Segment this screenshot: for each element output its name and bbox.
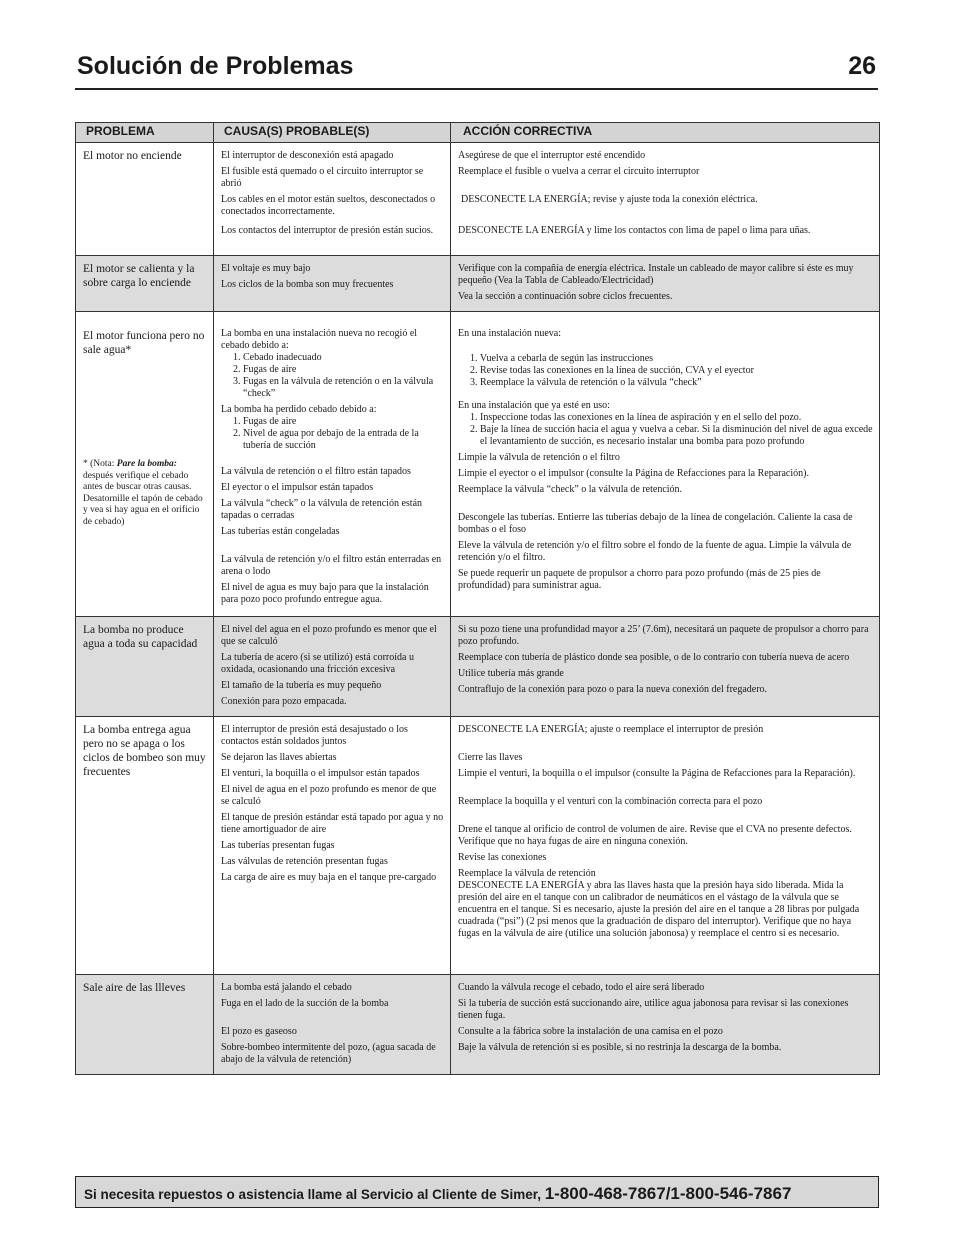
cause-item: Sobre-bombeo intermitente del pozo, (agua sacada de abajo de la válvula de retención) [221,1042,436,1065]
cause-subitem: 1. Cebado inadecuado [233,352,322,363]
cause-intro: La bomba en una instalación nueva no recogió el cebado debido a: [221,328,418,351]
cause-item: Conexión para pozo empacada. [221,696,347,707]
cause-item: Los cables en el motor están sueltos, desconectados o conectados incorrectamente. [221,194,436,217]
cause-subitem: 2. Nivel de agua por debajo de la entrada de la tubería de succión [233,428,419,451]
action-intro: En una instalación que ya esté en uso: [458,400,610,411]
action-item: Revise las conexiones [458,852,547,863]
table-row [76,143,880,256]
table-row [76,617,880,717]
action-item: Reemplace el fusible o vuelva a cerrar el circuito interruptor [458,166,700,177]
problem-cell [76,312,214,617]
cause-item: El venturi, la boquilla o el impulsor están tapados [221,768,420,779]
action-item: DESCONECTE LA ENERGÍA y abra las llaves hasta que la presión haya sido liberada. Mida la presión del aire en el tanque con un calibrador de neumáticos en el vástago de la válvula que se encuentra en el tanque. Si es necesario, ajuste la presión del aire en el tanque a 28 libras por pulgada cuadrada (“psi”) (2 psi menos que la graduación de disparo del interruptor). Verifique que no haya fugas en la válvula de aire (utilice una solución jabonosa) y reemplace el centro si es necesario. [458,880,860,939]
problem-cell: Sale aire de las llleves [76,975,214,1075]
table-row [76,256,880,312]
cause-item: El voltaje es muy bajo [221,263,311,274]
table-row [76,312,880,617]
causes-cell [214,312,451,617]
cause-item: El interruptor de desconexión está apagado [221,150,394,161]
action-item: Vea la sección a continuación sobre ciclos frecuentes. [458,291,673,302]
action-item: Eleve la válvula de retención y/o el filtro sobre el fondo de la fuente de agua. Limpie la válvula de retención y/o el filtro. [458,540,852,563]
page-header [75,50,878,90]
cause-item: Las tuberías están congeladas [221,526,340,537]
cause-item: Fuga en el lado de la succión de la bomba [221,998,389,1009]
action-item: Limpie el eyector o el impulsor (consulte la Página de Refacciones para la Reparación). [458,468,809,479]
cause-item: La tubería de acero (si se utilizó) está corroída u oxidada, ocasionando una fricción excesiva [221,652,414,675]
action-item: Drene el tanque al orificio de control de volumen de aire. Revise que el CVA no presente defectos. Verifique que no haya fugas de aire en ninguna conexión. [458,824,852,847]
action-subitem: 1. Inspeccione todas las conexiones en la línea de aspiración y en el sello del pozo. [470,412,802,423]
footer-phone-numbers: 1-800-468-7867/1-800-546-7867 [544,1184,792,1203]
table-row [76,717,880,975]
problem-cell: El motor se calienta y la sobre carga lo enciende [76,256,214,312]
cause-subitem: 2. Fugas de aire [233,364,297,375]
actions-cell [451,617,880,717]
cause-subitem: 1. Fugas de aire [233,416,297,427]
causes-cell [214,256,451,312]
causes-cell [214,617,451,717]
cause-item: La carga de aire es muy baja en el tanque pre-cargado [221,872,437,883]
actions-cell [451,256,880,312]
causes-cell [214,143,451,256]
action-item: Se puede requerir un paquete de propulsor a chorro para pozo profundo (más de 25 pies de profundidad) para suministrar agua. [458,568,821,591]
action-item: Si la tubería de succión está succionando aire, utilice agua jabonosa para revisar si las conexiones tienen fuga. [458,998,849,1021]
cause-item: La válvula de retención y/o el filtro están enterradas en arena o lodo [221,554,442,577]
problem-text: El motor funciona pero no sale agua* [83,330,205,356]
action-item: DESCONECTE LA ENERGÍA; ajuste o reemplace el interruptor de presión [458,724,764,735]
cause-item: El tanque de presión estándar está tapado por agua y no tiene amortiguador de aire [221,812,444,835]
troubleshooting-table [75,122,880,1075]
action-item: Limpie el venturi, la boquilla o el impulsor (consulte la Página de Refacciones para la Reparación). [458,768,856,779]
actions-cell [451,312,880,617]
table-row [76,975,880,1075]
column-header-causes: CAUSA(S) PROBABLE(S) [214,123,451,143]
action-item: Reemplace la boquilla y el venturi con la combinación correcta para el pozo [458,796,763,807]
action-item: Descongele las tuberías. Entierre las tuberías debajo de la línea de congelación. Caliente la casa de bombas o el foso [458,512,853,535]
table-header-row [76,123,880,143]
cause-item: El nivel del agua en el pozo profundo es menor que el que se calculó [221,624,437,647]
problem-cell: La bomba entrega agua pero no se apaga o los ciclos de bombeo son muy frecuentes [76,717,214,975]
cause-item: Los contactos del interruptor de presión están sucios. [221,225,434,236]
cause-item: El nivel de agua en el pozo profundo es menor de que se calculó [221,784,437,807]
actions-cell [451,143,880,256]
problem-cell: El motor no enciende [76,143,214,256]
cause-item: La válvula de retención o el filtro están tapados [221,466,411,477]
footer-text: Si necesita repuestos o asistencia llame al Servicio al Cliente de Simer, 1-800-468-7867/1-800-546-7867 [84,1184,792,1203]
page-title: Solución de Problemas [77,52,354,80]
cause-item: Las tuberías presentan fugas [221,840,335,851]
problem-cell: La bomba no produce agua a toda su capacidad [76,617,214,717]
cause-intro: La bomba ha perdido cebado debido a: [221,404,377,415]
causes-cell [214,975,451,1075]
column-header-problem: PROBLEMA [76,123,214,143]
action-item: Si su pozo tiene una profundidad mayor a 25’ (7.6m), necesitará un paquete de propulsor a chorro para pozo profundo. [458,624,869,647]
action-intro: En una instalación nueva: [458,328,562,339]
action-subitem: 1. Vuelva a cebarla de según las instrucciones [470,353,654,364]
action-item: Reemplace con tubería de plástico donde sea posible, o de lo contrario con tubería nueva de acero [458,652,850,663]
cause-item: La válvula “check” o la válvula de retención están tapadas o cerradas [221,498,423,521]
action-item: Baje la válvula de retención si es posible, si no restrinja la descarga de la bomba. [458,1042,782,1053]
cause-item: El eyector o el impulsor están tapados [221,482,374,493]
action-item: Utilice tubería más grande [458,668,564,679]
action-item: Limpie la válvula de retención o el filtro [458,452,620,463]
cause-item: El fusible está quemado o el circuito interruptor se abrió [221,166,424,189]
cause-item: El tamaño de la tubería es muy pequeño [221,680,382,691]
action-item: DESCONECTE LA ENERGÍA y lime los contactos con lima de papel o lima para uñas. [458,225,811,236]
cause-item: Los ciclos de la bomba son muy frecuentes [221,279,394,290]
customer-service-footer [75,1176,879,1208]
cause-item: Se dejaron las llaves abiertas [221,752,337,763]
cause-item: El pozo es gaseoso [221,1026,297,1037]
action-item: Asegúrese de que el interruptor esté encendido [458,150,646,161]
action-item: Contraflujo de la conexión para pozo o para la nueva conexión del fregadero. [458,684,768,695]
causes-cell [214,717,451,975]
cause-item: El nivel de agua es muy bajo para que la instalación para pozo poco profundo entregue agua. [221,582,429,605]
action-item: DESCONECTE LA ENERGÍA; revise y ajuste toda la conexión eléctrica. [461,194,758,205]
cause-item: El interruptor de presión está desajustado o los contactos están soldados juntos [221,724,408,747]
action-subitem: 2. Baje la línea de succión hacia el agua y vuelva a cebar. Si la disminución del nivel de agua excede el levantamiento de succión, es necesario instalar una bomba para pozo profundo [470,424,873,447]
action-item: Cierre las llaves [458,752,523,763]
column-header-actions: ACCIÓN CORRECTIVA [451,123,880,143]
cause-subitem: 3. Fugas en la válvula de retención o en la válvula “check” [233,376,434,399]
actions-cell [451,717,880,975]
action-subitem: 3. Reemplace la válvula de retención o la válvula “check” [470,377,702,388]
cause-item: Las válvulas de retención presentan fugas [221,856,388,867]
actions-cell [451,975,880,1075]
action-item: Verifique con la compañía de energía eléctrica. Instale un cableado de mayor calibre si éste es muy pequeño (Vea la Tabla de Cableado/Electricidad) [458,263,854,286]
action-item: Reemplace la válvula “check” o la válvula de retención. [458,484,683,495]
page-number: 26 [848,52,876,80]
priming-note: * (Nota: Pare la bomba: después verifique el cebado antes de buscar otras causas. Desatornille el tapón de cebado y vea si hay agua en el orificio de cebado) [83,459,203,527]
action-subitem: 2. Revise todas las conexiones en la línea de succión, CVA y el eyector [470,365,754,376]
cause-item: La bomba está jalando el cebado [221,982,352,993]
action-item: Consulte a la fábrica sobre la instalación de una camisa en el pozo [458,1026,723,1037]
action-item: Reemplace la válvula de retención [458,868,596,879]
action-item: Cuando la válvula recoge el cebado, todo el aire será liberado [458,982,705,993]
